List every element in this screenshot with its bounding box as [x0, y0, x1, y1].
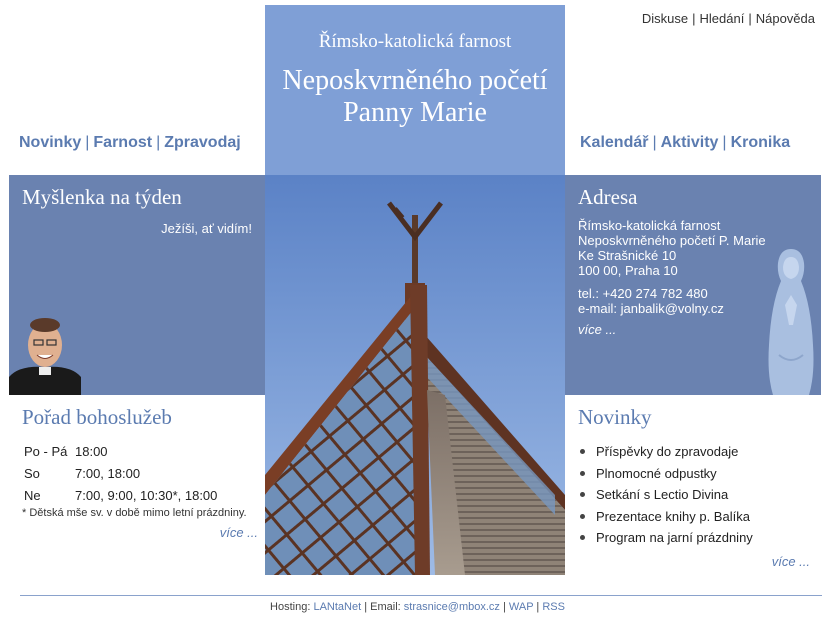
address-line: Římsko-katolická farnost [578, 218, 721, 233]
table-row [22, 466, 219, 488]
priest-photo [9, 307, 81, 395]
address-box [565, 175, 821, 395]
nav-kalendar[interactable]: Kalendář [580, 134, 649, 151]
thought-quote: Ježíši, ať vidím! [161, 221, 252, 236]
site-title [265, 65, 565, 129]
site-title-line2: Panny Marie [343, 97, 487, 128]
mass-note: * Dětská mše sv. v době mimo letní prázdniny. [22, 507, 247, 519]
mass-schedule-title: Pořad bohoslužeb [22, 405, 172, 429]
mass-times: 7:00, 9:00, 10:30*, 18:00 [75, 488, 218, 503]
email-address[interactable]: e-mail: janbalik@volny.cz [578, 301, 724, 316]
separator: | [156, 134, 161, 151]
news-more-link[interactable]: více ... [771, 553, 810, 569]
list-item[interactable]: Prezentace knihy p. Balíka [578, 509, 810, 531]
mass-more-link[interactable]: více ... [219, 525, 258, 540]
utility-nav [642, 11, 815, 26]
address-more-link[interactable]: více ... [578, 322, 617, 337]
address-title: Adresa [578, 185, 638, 209]
virgin-mary-statue [765, 245, 817, 395]
separator: | [722, 134, 727, 151]
news-list [578, 444, 810, 552]
site-title-line1: Neposkvrněného početí [282, 65, 548, 96]
list-item[interactable]: Setkání s Lectio Divina [578, 487, 810, 509]
phone-number: tel.: +420 274 782 480 [578, 286, 708, 301]
hosting-label: Hosting: [270, 601, 311, 613]
site-header [265, 5, 565, 175]
address-contact [578, 286, 724, 316]
email-label: | Email: [364, 601, 401, 613]
footer [0, 601, 835, 613]
link-napoveda[interactable]: Nápověda [755, 11, 815, 26]
mass-schedule-table [22, 444, 219, 510]
news-section [578, 405, 810, 569]
nav-zpravodaj[interactable]: Zpravodaj [164, 134, 241, 151]
mass-day: Po - Pá [24, 444, 68, 459]
nav-farnost[interactable]: Farnost [93, 134, 153, 151]
separator: | [85, 134, 90, 151]
main-nav-right [580, 134, 790, 152]
hosting-link[interactable]: LANtaNet [313, 601, 362, 613]
mass-schedule [22, 405, 258, 540]
nav-aktivity[interactable]: Aktivity [660, 134, 719, 151]
thought-box [9, 175, 265, 395]
link-diskuse[interactable]: Diskuse [641, 11, 689, 26]
table-row [22, 444, 219, 466]
address-lines [578, 218, 766, 278]
mass-times: 7:00, 18:00 [75, 466, 141, 481]
list-item[interactable]: Příspěvky do zpravodaje [578, 444, 810, 466]
mass-day: So [24, 466, 40, 481]
nav-kronika[interactable]: Kronika [730, 134, 791, 151]
main-nav-left [19, 134, 241, 152]
church-photo [265, 175, 565, 575]
thought-title: Myšlenka na týden [22, 185, 182, 209]
address-line: Neposkvrněného početí P. Marie [578, 233, 766, 248]
mass-times: 18:00 [75, 444, 108, 459]
mass-day: Ne [24, 488, 41, 503]
footer-email-link[interactable]: strasnice@mbox.cz [403, 601, 500, 613]
list-item[interactable]: Program na jarní prázdniny [578, 530, 810, 552]
wap-link[interactable]: WAP [508, 601, 534, 613]
separator: | [502, 601, 506, 613]
separator: | [692, 11, 696, 26]
rss-link[interactable]: RSS [542, 601, 565, 613]
site-subtitle: Římsko-katolická farnost [318, 31, 512, 52]
link-hledani[interactable]: Hledání [699, 11, 745, 26]
list-item[interactable]: Plnomocné odpustky [578, 466, 810, 488]
footer-divider [20, 595, 822, 596]
address-line: Ke Strašnické 10 [578, 248, 677, 263]
separator: | [536, 601, 540, 613]
news-title: Novinky [578, 405, 652, 429]
separator: | [748, 11, 752, 26]
address-line: 100 00, Praha 10 [578, 263, 678, 278]
nav-novinky[interactable]: Novinky [19, 134, 82, 151]
separator: | [652, 134, 657, 151]
